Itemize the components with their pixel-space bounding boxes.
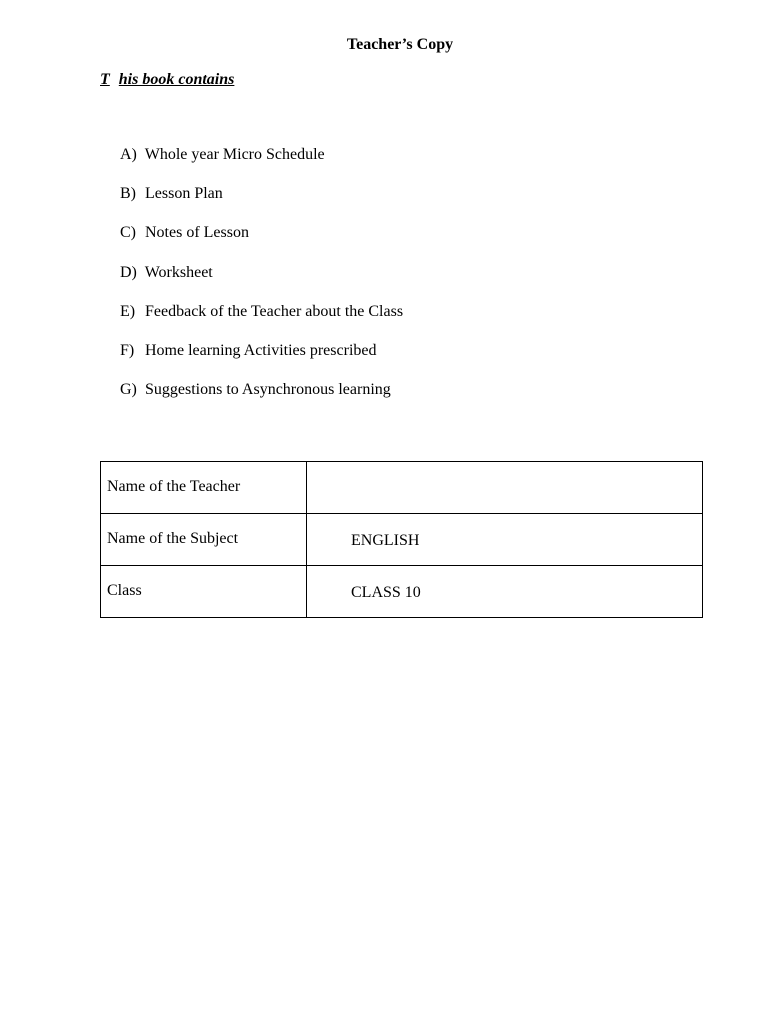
list-item-text: Feedback of the Teacher about the Class	[145, 302, 404, 320]
list-item	[120, 184, 403, 223]
table-row	[101, 514, 703, 566]
list-item	[120, 145, 403, 184]
class-label: Class	[101, 566, 307, 618]
list-item-marker: B)	[120, 185, 136, 203]
list-item	[120, 302, 403, 341]
list-item-marker: A)	[120, 146, 137, 163]
subject-name-label: Name of the Subject	[101, 514, 307, 566]
list-item-marker: F)	[120, 341, 135, 359]
contents-heading-initial: T	[100, 71, 110, 88]
contents-heading	[100, 70, 234, 90]
teacher-info-table	[100, 461, 703, 618]
list-item-marker: G)	[120, 381, 137, 399]
subject-name-value: ENGLISH	[307, 514, 703, 566]
table-row	[101, 566, 703, 618]
table-row	[101, 462, 703, 514]
teacher-name-label: Name of the Teacher	[101, 462, 307, 514]
class-value: CLASS 10	[307, 566, 703, 618]
list-item-text: Lesson Plan	[145, 185, 223, 203]
list-item	[120, 223, 403, 262]
list-item-text: Whole year Micro Schedule	[144, 146, 325, 163]
list-item	[120, 341, 403, 380]
contents-list	[120, 145, 403, 419]
contents-heading-text: his book contains	[118, 71, 235, 88]
list-item-marker: C)	[120, 224, 136, 242]
list-item-text: Worksheet	[144, 263, 213, 281]
page-title: Teacher’s Copy	[346, 36, 454, 53]
list-item-text: Notes of Lesson	[145, 224, 249, 242]
list-item-marker: D)	[120, 263, 137, 281]
list-item-marker: E)	[120, 302, 136, 320]
teacher-name-value	[307, 462, 703, 514]
list-item-text: Suggestions to Asynchronous learning	[145, 381, 391, 399]
list-item-text: Home learning Activities prescribed	[145, 341, 377, 359]
list-item	[120, 263, 403, 302]
list-item	[120, 380, 403, 419]
